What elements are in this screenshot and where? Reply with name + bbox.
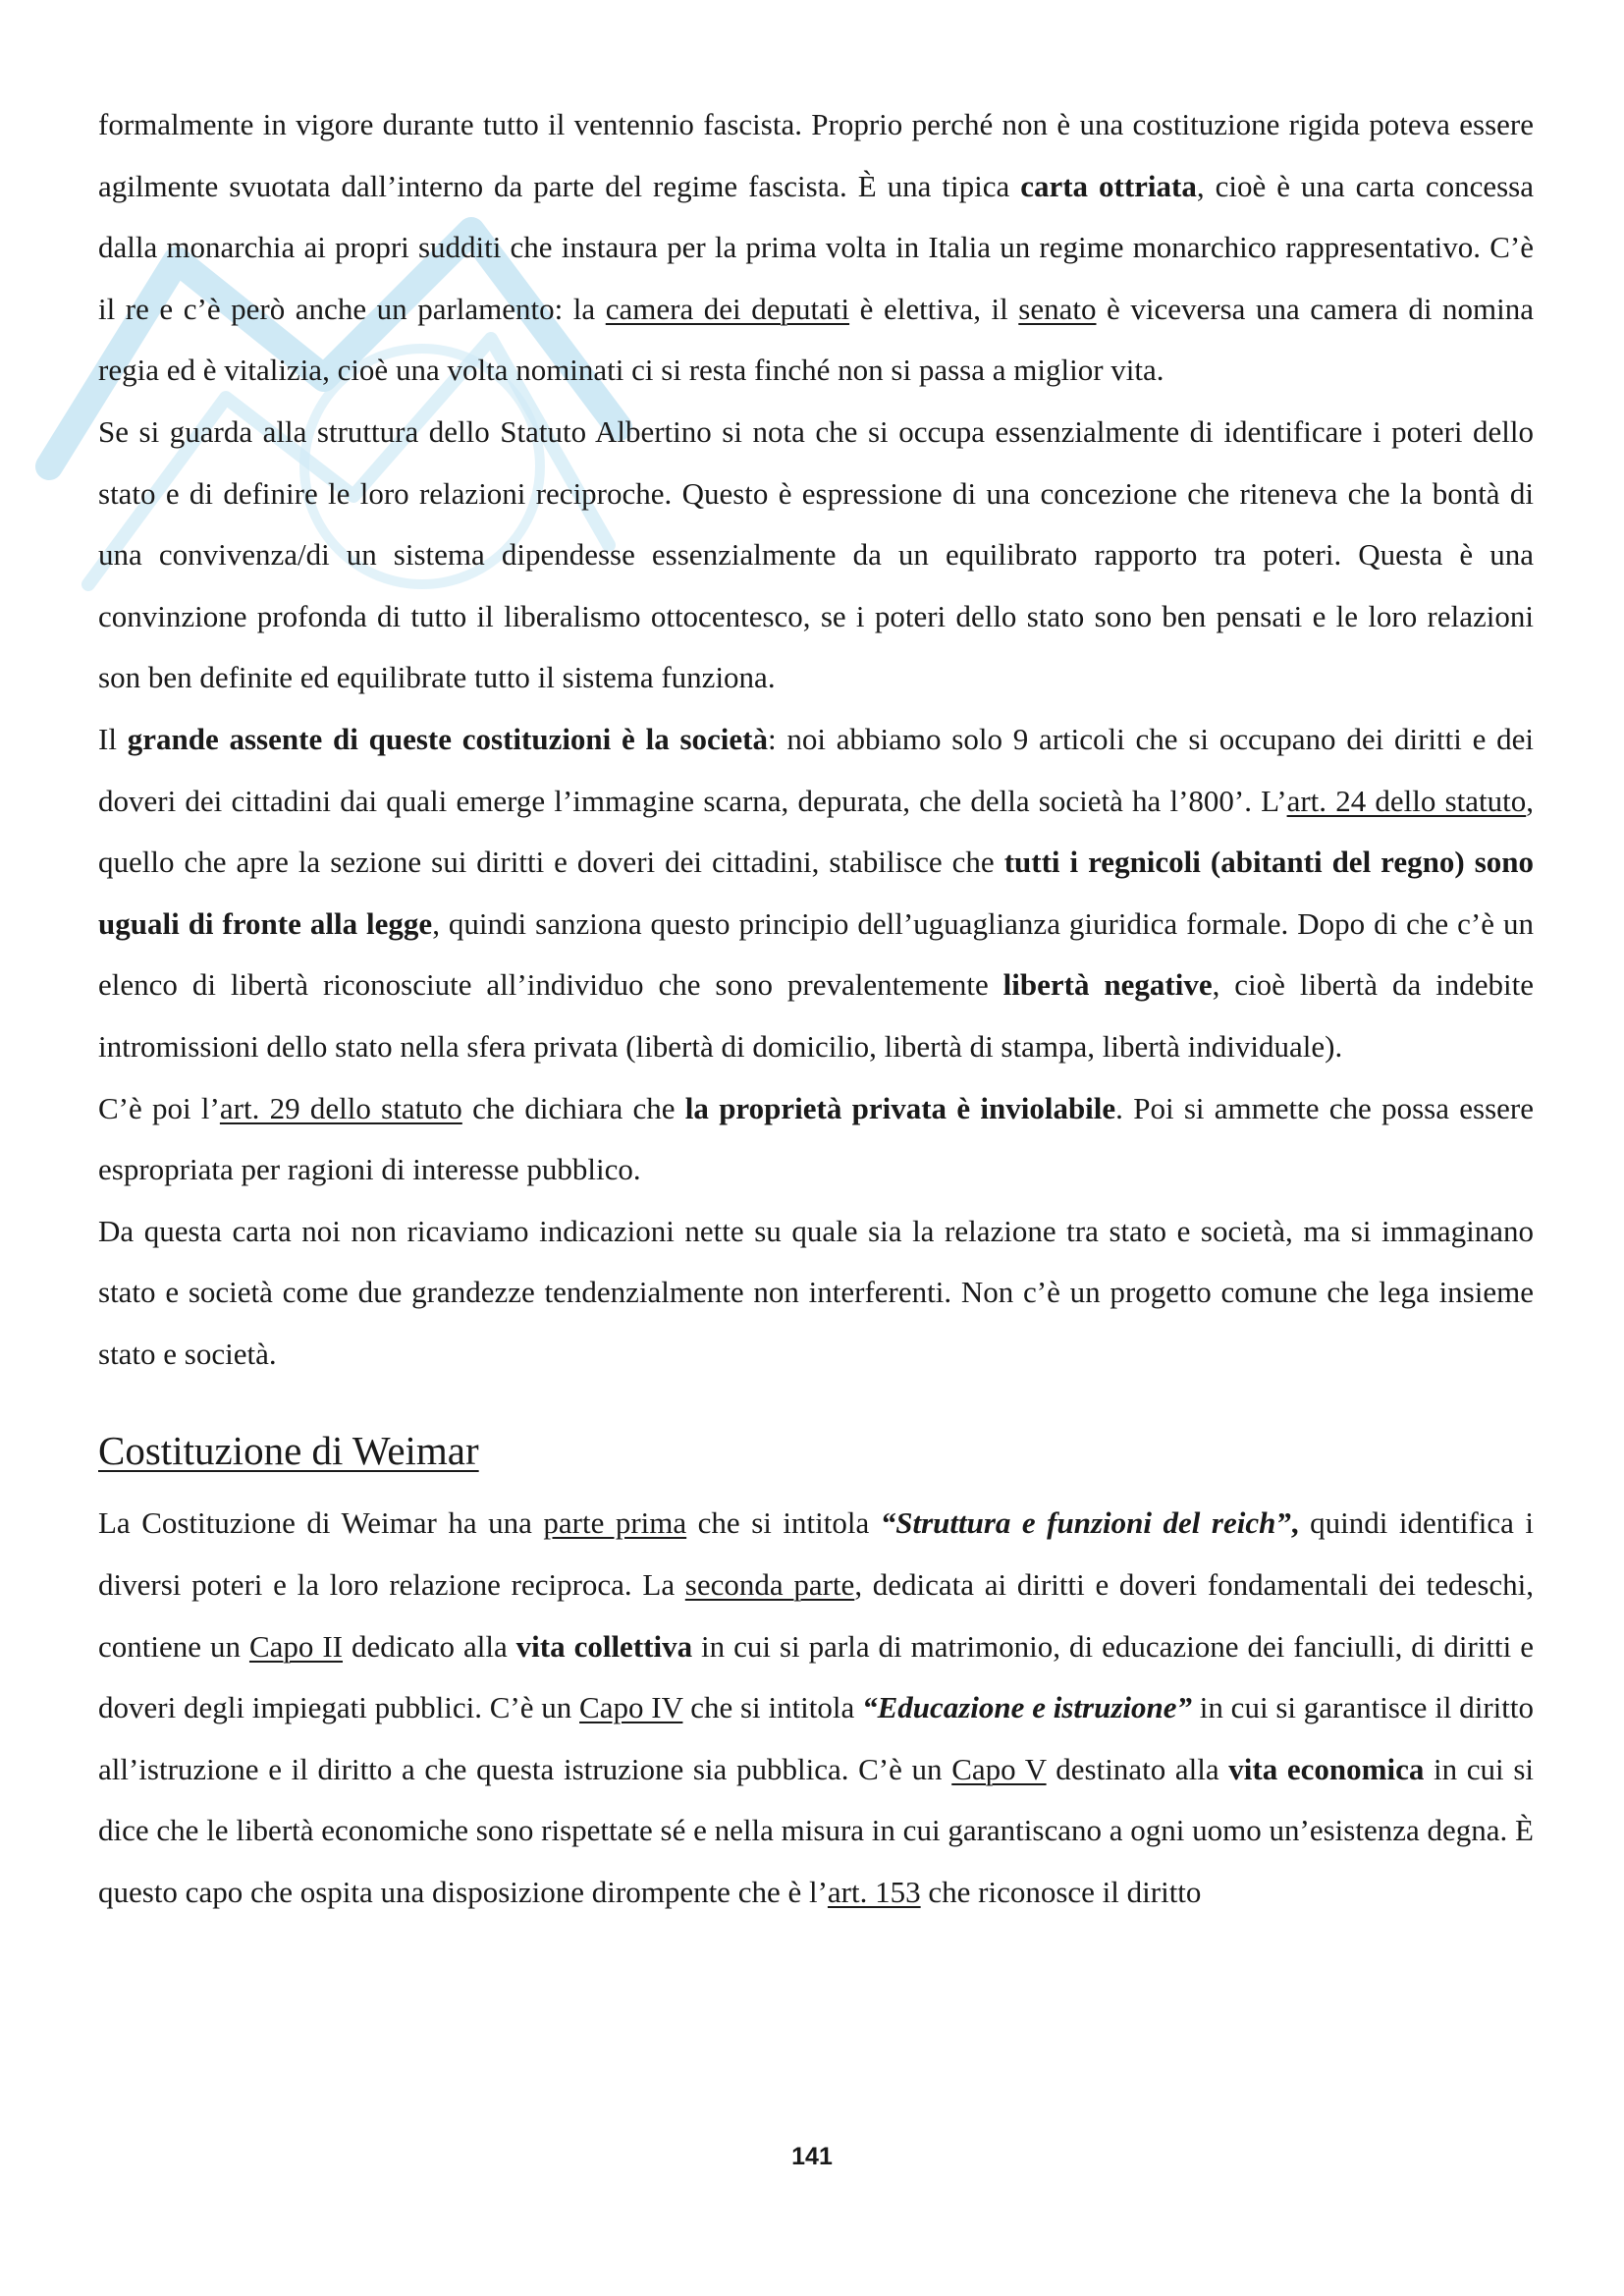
text-run: che riconosce il diritto xyxy=(920,1875,1202,1910)
paragraph-6 xyxy=(98,1493,1534,1923)
italic-title: “Struttura e funzioni del reich” xyxy=(880,1505,1291,1541)
underlined-term: senato xyxy=(1018,291,1097,326)
paragraph-2 xyxy=(98,402,1534,709)
bold-italic-title xyxy=(862,1690,1192,1724)
bold-term: la proprietà privata è inviolabile xyxy=(684,1090,1116,1125)
paragraph-1 xyxy=(98,94,1534,402)
underlined-term: Capo IV xyxy=(579,1690,683,1725)
text-run: . Poi si ammette che possa essere espropriata per ragioni di interesse pubblico. xyxy=(98,1090,1534,1187)
text-run: che si intitola xyxy=(686,1505,881,1541)
text-run: , quello che apre la sezione sui diritti e doveri dei cittadini, stabilisce che xyxy=(98,783,1534,880)
text-run: Da questa carta noi non ricaviamo indicazioni nette su quale sia la relazione tra stato e società, ma si immaginano stato e società come due grandezze tendenzialmente non interferenti. Non c’è un progetto comune che lega insieme stato e società. xyxy=(98,1213,1534,1371)
text-run: in cui si garantisce il diritto all’istruzione e il diritto a che questa istruzione sia pubblica. C’è un xyxy=(98,1690,1534,1786)
text-run: Il xyxy=(98,721,128,756)
bold-term: tutti i regnicoli (abitanti del regno) sono uguali di fronte alla legge xyxy=(98,845,1534,941)
underlined-term: art. 153 xyxy=(827,1875,921,1910)
bold-term: grande assente di queste costituzioni è la società xyxy=(127,721,768,756)
underlined-term: Capo V xyxy=(951,1751,1047,1786)
main-text xyxy=(98,94,1534,1924)
underlined-term: camera dei deputati xyxy=(605,291,850,326)
bold-term: carta ottriata xyxy=(1020,168,1197,203)
text-run: , cioè è una carta concessa dalla monarchia ai propri sudditi che instaura per la prima volta in Italia un regime monarchico rappresentativo. C’è il re e c’è però anche un parlamento: la xyxy=(98,168,1534,326)
underlined-term: art. 24 dello statuto xyxy=(1286,783,1527,818)
text-run: in cui si dice che le libertà economiche sono rispettate sé e nella misura in cui garantiscano a ogni uomo un’esistenza degna. È questo capo che ospita una disposizione dirompente che è l’ xyxy=(98,1751,1535,1910)
text-run: quindi identifica i diversi poteri e la loro relazione reciproca. La xyxy=(98,1505,1535,1603)
section-heading: Costituzione di Weimar xyxy=(98,1428,479,1474)
paragraph-3 xyxy=(98,709,1534,1078)
paragraph-4 xyxy=(98,1078,1534,1201)
text-run: che dichiara che xyxy=(461,1090,685,1125)
bold-term: libertà negative xyxy=(1002,967,1213,1003)
underlined-term: seconda parte xyxy=(684,1567,855,1603)
bold-comma: , xyxy=(1290,1505,1299,1541)
text-run: La Costituzione di Weimar ha una xyxy=(98,1505,544,1541)
underlined-term: art. 29 dello statuto xyxy=(219,1090,462,1125)
text-run: C’è poi l’ xyxy=(98,1090,220,1125)
text-run: è viceversa una camera di nomina regia ed è vitalizia, cioè una volta nominati ci si resta finché non si passa a miglior vita. xyxy=(98,291,1534,388)
bold-term: vita economica xyxy=(1228,1751,1425,1786)
text-run: è elettiva, il xyxy=(849,291,1019,326)
text-run: , cioè libertà da indebite intromissioni dello stato nella sfera privata (libertà di domicilio, libertà di stampa, libertà individuale). xyxy=(98,967,1534,1064)
text-run: , quindi sanziona questo principio dell’uguaglianza giuridica formale. Dopo di che c’è un elenco di libertà riconosciute all’individuo che sono prevalentemente xyxy=(98,905,1534,1003)
text-run: : noi abbiamo solo 9 articoli che si occupano dei diritti e dei doveri dei cittadini dai quali emerge l’immagine scarna, depurata, che della società ha l’800’. L’ xyxy=(98,721,1535,818)
paragraph-5 xyxy=(98,1201,1534,1386)
underlined-term: parte prima xyxy=(543,1505,687,1541)
text-run: Se si guarda alla struttura dello Statuto Albertino si nota che si occupa essenzialmente di identificare i poteri dello stato e di definire le loro relazioni reciproche. Questo è espressione di una concezione che riteneva che la bontà di una convivenza/di un sistema dipendesse essenzialmente da un equilibrato rapporto tra poteri. Questa è una convinzione profonda di tutto il liberalismo ottocentesco, se i poteri dello stato sono ben pensati e le loro relazioni son ben definite ed equilibrate tutto il sistema funziona. xyxy=(98,413,1534,695)
bold-italic-title xyxy=(881,1505,1291,1540)
text-run: che si intitola xyxy=(682,1690,863,1725)
bold-term: vita collettiva xyxy=(515,1628,693,1664)
text-run: in cui si parla di matrimonio, di educazione dei fanciulli, di diritti e doveri degli impiegati pubblici. C’è un xyxy=(98,1628,1534,1725)
page-number: 141 xyxy=(791,2143,833,2170)
italic-title: “Educazione e istruzione” xyxy=(862,1690,1193,1725)
text-run: dedicato alla xyxy=(343,1628,516,1664)
text-run: formalmente in vigore durante tutto il ventennio fascista. Proprio perché non è una costituzione rigida poteva essere agilmente svuotata dall’interno da parte del regime fascista. È una tipica xyxy=(98,107,1534,203)
text-run: , dedicata ai diritti e doveri fondamentali dei tedeschi, contiene un xyxy=(98,1567,1535,1664)
underlined-term: Capo II xyxy=(248,1628,344,1664)
text-run: destinato alla xyxy=(1046,1751,1229,1786)
